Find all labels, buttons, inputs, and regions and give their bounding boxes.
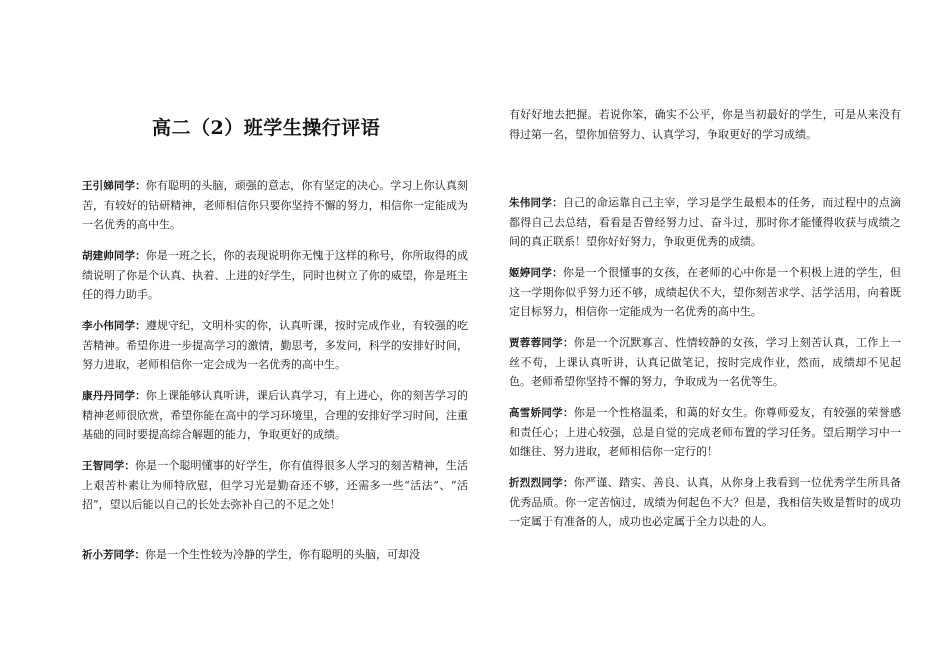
comment-paragraph	[509, 333, 901, 391]
name-separator: ：	[562, 337, 574, 349]
student-name: 胡建帅同学	[82, 250, 136, 262]
page-title: 高二（2）班学生操行评语	[152, 117, 381, 139]
name-separator: ：	[135, 320, 146, 332]
comment-paragraph	[509, 263, 901, 321]
name-separator: ：	[562, 407, 574, 419]
comment-paragraph	[509, 105, 901, 144]
name-separator: ：	[134, 549, 145, 561]
name-separator: ：	[562, 477, 574, 489]
name-separator: ：	[552, 267, 563, 279]
student-name: 折烈烈同学	[509, 477, 563, 489]
comment-paragraph	[82, 246, 468, 304]
comment-text: 有好好地去把握。若说你笨，确实不公平，你是当初最好的学生，可是从来没有得过第一名，望你加倍努力、认真学习，争取更好的学习成绩。	[509, 108, 901, 141]
comment-paragraph	[509, 473, 901, 531]
comment-paragraph	[82, 386, 468, 444]
comment-text: 遵规守纪，文明朴实的你，认真听课，按时完成作业，有较强的吃苦精神。希望你进一步提高学习的激情，勤思考，多发问，科学的安排好时间，努力进取，老师相信你一定会成为一名优秀的高中生。	[82, 319, 469, 371]
comment-paragraph	[509, 403, 901, 461]
name-separator: ：	[135, 250, 146, 262]
comment-paragraph	[82, 545, 468, 565]
comment-text: 你有聪明的头脑，顽强的意志，你有坚定的决心。学习上你认真刻苦，有较好的钻研精神，老师相信你只要你坚持不懈的努力，相信你一定能成为一名优秀的高中生。	[82, 179, 469, 231]
comment-paragraph	[82, 316, 468, 374]
name-separator: ：	[124, 460, 136, 472]
comment-text: 你上课能够认真听讲，课后认真学习，有上进心，你的刻苦学习的精神老师很欣赏，希望你能在高中的学习环境里，合理的安排好学习时间，注重基础的同时要提高综合解题的能力，争取更好的成绩。	[82, 389, 469, 441]
student-name: 贾蓉蓉同学	[509, 337, 563, 349]
student-name: 王引娣同学	[82, 180, 136, 192]
comment-text: 你严谨、踏实、善良、认真，从你身上我看到一位优秀学生所具备优秀品质。你一定苦恼过，成绩为何起色不大？但是，我相信失败是暂时的成功一定属于有准备的人，成功也必定属于全力以赴的人。	[509, 476, 902, 528]
student-name: 朱伟同学	[509, 197, 553, 209]
comment-paragraph	[82, 176, 468, 234]
comment-text: 你是一个性格温柔，和蔼的好女生。你尊师爱友，有较强的荣誉感和责任心；上进心较强，总是自觉的完成老师布置的学习任务。望后期学习中一如继往、努力进取，老师相信你一定行的！	[509, 406, 902, 458]
name-separator: ：	[552, 197, 563, 209]
comment-paragraph	[509, 193, 901, 251]
student-name: 姬婷同学	[509, 267, 553, 279]
comment-text: 自己的命运靠自己主宰，学习是学生最根本的任务，而过程中的点滴都得自己去总结，看看是否曾经努力过、奋斗过，那时你才能懂得收获与成绩之间的真正联系！望你好好努力，争取更优秀的成绩。	[509, 196, 902, 248]
comment-text: 你是一个聪明懂事的好学生，你有值得很多人学习的刻苦精神，生活上艰苦朴素让为师特欣慰，但学习光是勤奋还不够，还需多一些“活法”、“活招”，望以后能以自己的长处去弥补自己的不足之处！	[82, 459, 469, 511]
name-separator: ：	[135, 390, 146, 402]
comment-text: 你是一个很懂事的女孩，在老师的心中你是一个积极上进的学生，但这一学期你似乎努力还不够，成绩起伏不大，望你刻苦求学、活学活用，向着既定目标努力，相信你一定能成为一名优秀的高中生。	[509, 266, 902, 318]
student-name: 康丹丹同学	[82, 390, 136, 402]
student-name: 高雪娇同学	[509, 407, 563, 419]
comment-text: 你是一个生性较为冷静的学生，你有聪明的头脑，可却没	[145, 548, 420, 561]
comment-text: 你是一个沉默寡言、性情较静的女孩，学习上刻苦认真，工作上一丝不苟，上课认真听讲，认真记做笔记，按时完成作业，然而，成绩却不见起色。老师希望你坚持不懈的努力，争取成为一名优等生。	[509, 336, 902, 388]
student-name: 王智同学	[82, 460, 125, 472]
student-name: 李小伟同学	[82, 320, 136, 332]
student-name: 祈小芳同学	[82, 549, 135, 561]
comment-paragraph	[82, 456, 468, 514]
name-separator: ：	[135, 180, 146, 192]
comment-text: 你是一班之长，你的表现说明你无愧于这样的称号，你所取得的成绩说明了你是个认真、执着、上进的好学生，同时也树立了你的威望，你是班主任的得力助手。	[82, 249, 469, 301]
